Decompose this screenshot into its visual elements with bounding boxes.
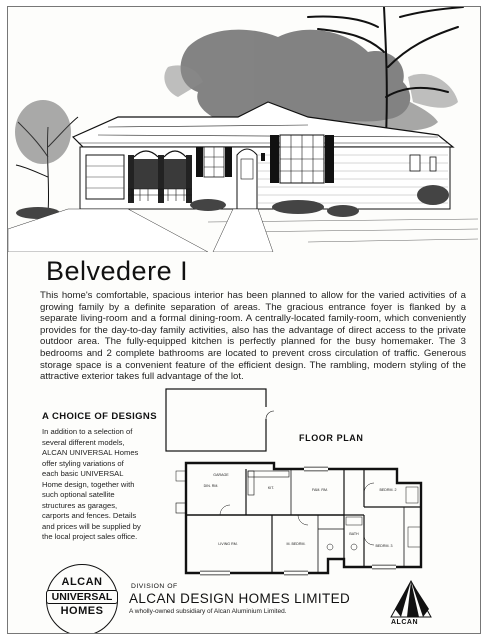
room-label-bedroom-2: BEDRM. 2 [379, 488, 397, 492]
choice-heading: A CHOICE OF DESIGNS [42, 411, 157, 422]
room-label-garage: GARAGE [213, 473, 229, 477]
room-label-master: M. BEDRM. [286, 542, 306, 546]
room-label-kitchen: KIT. [267, 486, 275, 490]
logo-top-text: ALCAN [61, 576, 103, 588]
floor-plan-title: FLOOR PLAN [299, 433, 364, 443]
division-of-label: DIVISION OF [131, 583, 178, 590]
company-name: ALCAN DESIGN HOMES LIMITED [129, 591, 351, 606]
alcan-brand-word: ALCAN [391, 619, 418, 626]
room-label-bath: BATH [349, 532, 359, 536]
room-label-bedroom-3: BEDRM. 3 [375, 544, 393, 548]
subsidiary-note: A wholly-owned subsidiary of Alcan Aluminium Limited. [129, 608, 287, 615]
choice-body: In addition to a selection of several different models, ALCAN UNIVERSAL Homes offer styling variations of each basic UNIVERSAL Home design, together with such optional satellite structures as garages, carports and fences. Details and prices will be supplied by the local project sales office. [42, 427, 141, 541]
model-title: Belvedere I [46, 256, 189, 286]
logo-bottom-text: HOMES [60, 605, 104, 617]
brochure-page [7, 6, 481, 634]
logo-middle-text: UNIVERSAL [46, 590, 118, 604]
model-description: This home's comfortable, spacious interior has been planned to allow for the varied activities of a growing family by a definite separation of areas. The gracious entrance foyer is flanked by a separate living-room and a formal dining-room. A centrally-located family-room, which conveniently provides for the day-to-day family activities, also has the advantage of direct access to the private outdoor area. The fully-equipped kitchen is perfectly planned for the busy homemaker. The 3 bedrooms and 2 complete bathrooms are located to prevent cross circulation of traffic. Generous storage space is a convenient feature of the efficient design. The rambling, modern styling of the attractive exterior takes full advantage of the lot. [40, 290, 466, 383]
alcan-triangle-icon [389, 579, 433, 619]
room-label-dining: DIN. RM. [203, 484, 219, 488]
room-label-living: LIVING RM. [218, 542, 238, 546]
room-label-family: FAM. RM. [312, 488, 328, 492]
house-illustration [8, 7, 480, 252]
